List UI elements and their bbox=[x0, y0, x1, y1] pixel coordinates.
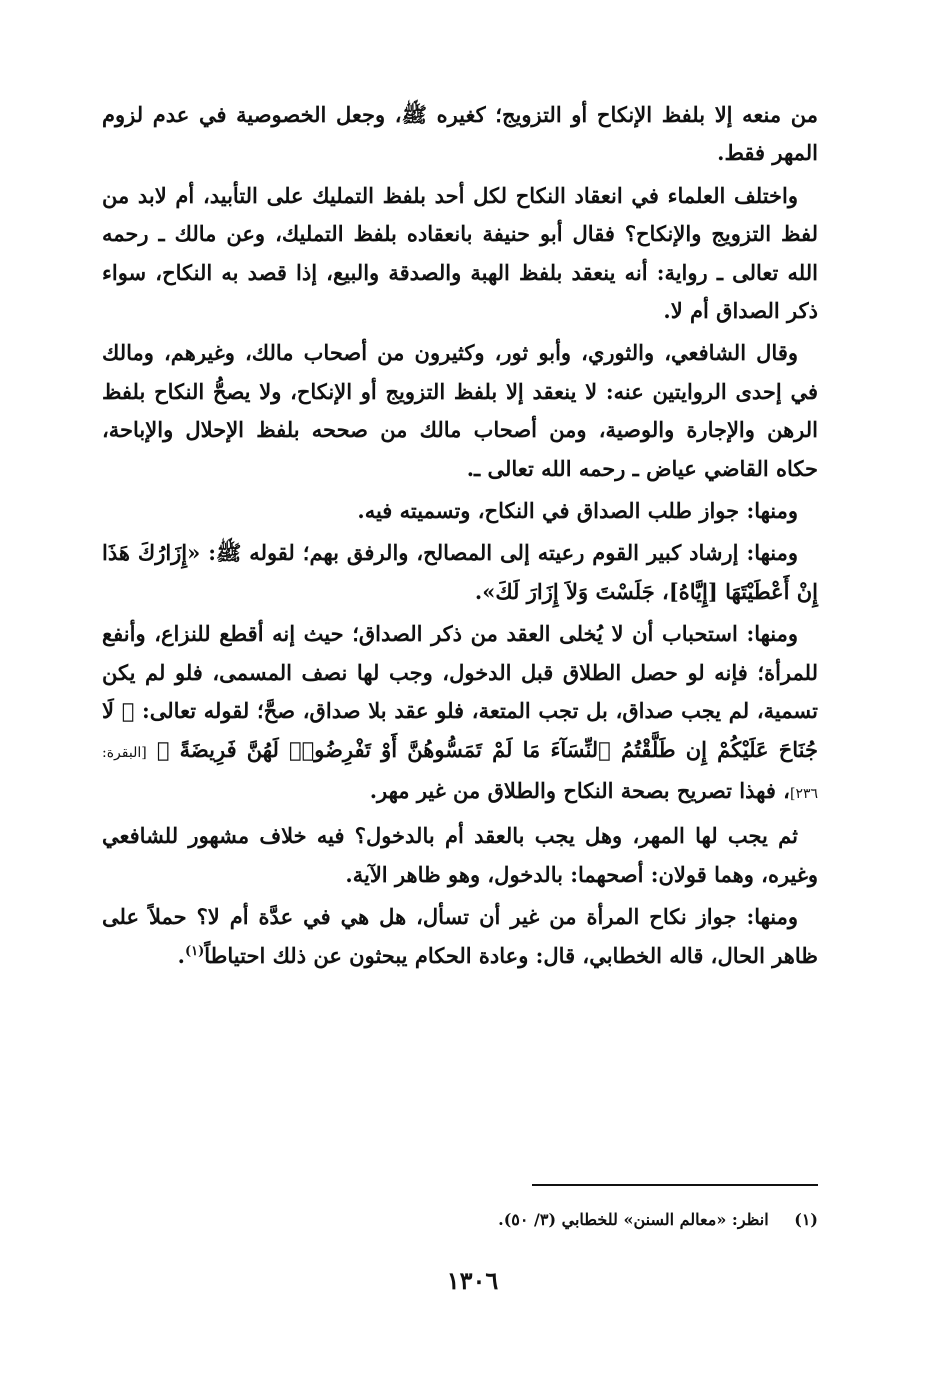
hadith-quote: «إِزَارُكَ هَذَا إِنْ أَعْطَيْتَهَا [إِيَّاهُ]، جَلَسْتَ وَلاَ إِزَارَ لَكَ». bbox=[102, 540, 818, 604]
paragraph-2 bbox=[102, 177, 818, 331]
footnote-marker: (١) bbox=[184, 943, 205, 959]
paragraph-text: استحباب أن لا يُخلى العقد من ذكر الصداق؛ حيث إنه أقطع للنزاع، وأنفع للمرأة؛ فإنه لو حصل الطلاق قبل الدخول، وجب لها نصف المسمى، فلو لم يكن تسمية، لم يجب صداق، بل تجب المتعة، فلو عقد بلا صداق، صحَّ؛ لقوله تعالى: bbox=[102, 621, 818, 724]
paragraph-text: جواز طلب الصداق في النكاح، وتسميته فيه. bbox=[357, 498, 747, 524]
paragraph-text: من منعه إلا بلفظ الإنكاح أو التزويج؛ كغيره ﷺ، وجعل الخصوصية في عدم لزوم المهر فقط. bbox=[102, 102, 818, 166]
paragraph-8 bbox=[102, 898, 818, 975]
paragraph-text: جواز نكاح المرأة من غير أن تسأل، هل هي في عدَّة أم لا؟ حملاً على ظاهر الحال، قاله الخطابي، قال: وعادة الحكام يبحثون عن ذلك احتياطاً bbox=[102, 904, 818, 968]
footnote-separator bbox=[532, 1184, 818, 1186]
paragraph-7 bbox=[102, 817, 818, 894]
footnote bbox=[102, 1208, 818, 1232]
paragraph-text-after: ، فهذا تصريح بصحة النكاح والطلاق من غير مهر. bbox=[369, 777, 790, 803]
paragraph-lead: ومنها: bbox=[746, 904, 798, 930]
page-number: ١٣٠٦ bbox=[446, 1266, 499, 1295]
paragraph-text: واختلف العلماء في انعقاد النكاح لكل أحد بلفظ التمليك على التأبيد، أم لابد من لفظ التزويج والإنكاح؟ فقال أبو حنيفة بانعقاده بلفظ التمليك، وعن مالك ـ رحمه الله تعالى ـ رواية: أنه ينعقد بلفظ الهبة والصدقة والبيع، إذا قصد به النكاح، سواء ذكر الصداق أم لا. bbox=[102, 182, 818, 324]
paragraph-5 bbox=[102, 534, 818, 611]
paragraph-lead: ومنها: bbox=[746, 498, 798, 524]
paragraph-4 bbox=[102, 492, 818, 530]
paragraph-6 bbox=[102, 615, 818, 813]
paragraph-3 bbox=[102, 334, 818, 488]
paragraph-text: وقال الشافعي، والثوري، وأبو ثور، وكثيرون من أصحاب مالك، وغيرهم، ومالك في إحدى الروايتين عنه: لا ينعقد إلا بلفظ التزويج أو الإنكاح، ولا يصحُّ النكاح بلفظ الرهن والإجارة والوصية، ومن أصحاب مالك من صححه بلفظ الإحلال والإباحة، حكاه القاضي عياض ـ رحمه الله تعالى ـ. bbox=[102, 340, 818, 481]
paragraph-1 bbox=[102, 96, 818, 173]
paragraph-text: ثم يجب لها المهر، وهل يجب بالعقد أم بالدخول؟ فيه خلاف مشهور للشافعي وغيره، وهما قولان: أصحهما: بالدخول، وهو ظاهر الآية. bbox=[102, 823, 818, 887]
paragraph-lead: ومنها: bbox=[746, 621, 798, 647]
quran-reference: [البقرة: ٢٣٦] bbox=[102, 744, 818, 802]
main-text-body bbox=[102, 96, 818, 975]
paragraph-text-after: . bbox=[177, 942, 185, 968]
footnote-number: (١) bbox=[794, 1210, 818, 1229]
paragraph-lead: ومنها: bbox=[746, 540, 798, 566]
footnote-text: انظر: «معالم السنن» للخطابي (٣/ ٥٠). bbox=[498, 1210, 769, 1229]
quran-verse: ﴿ لَا جُنَاحَ عَلَيْكُمْ إِن طَلَّقْتُمُ ٱلنِّسَآءَ مَا لَمْ تَمَسُّوهُنَّ أَوْ تَفْرِضُوا۟ لَهُنَّ فَرِيضَةً ﴾ bbox=[102, 698, 819, 762]
paragraph-text: إرشاد كبير القوم رعيته إلى المصالح، والرفق بهم؛ لقوله ﷺ: bbox=[208, 540, 747, 566]
